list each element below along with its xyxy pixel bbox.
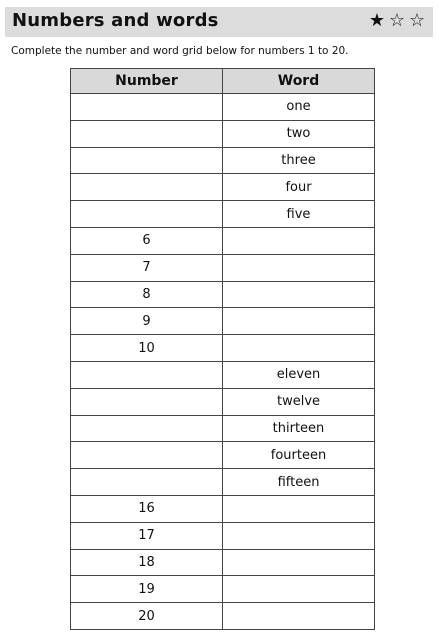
number-cell: 19 xyxy=(71,576,223,603)
word-cell: five xyxy=(223,201,375,228)
star-outline-icon: ☆ xyxy=(388,10,406,31)
number-cell: 6 xyxy=(71,227,223,254)
number-cell[interactable] xyxy=(71,415,223,442)
table-row xyxy=(71,361,375,388)
table-row xyxy=(71,308,375,335)
word-cell[interactable] xyxy=(223,227,375,254)
word-cell: two xyxy=(223,120,375,147)
table-row xyxy=(71,469,375,496)
number-cell: 7 xyxy=(71,254,223,281)
number-cell[interactable] xyxy=(71,147,223,174)
table-row xyxy=(71,442,375,469)
word-cell[interactable] xyxy=(223,522,375,549)
number-cell: 16 xyxy=(71,495,223,522)
table-row xyxy=(71,94,375,121)
table-row xyxy=(71,254,375,281)
word-cell[interactable] xyxy=(223,495,375,522)
word-cell[interactable] xyxy=(223,576,375,603)
number-cell: 8 xyxy=(71,281,223,308)
number-cell: 17 xyxy=(71,522,223,549)
word-cell: fifteen xyxy=(223,469,375,496)
table-header-row xyxy=(71,69,375,94)
table-row xyxy=(71,603,375,630)
word-cell[interactable] xyxy=(223,603,375,630)
word-cell[interactable] xyxy=(223,308,375,335)
word-cell[interactable] xyxy=(223,549,375,576)
table-row xyxy=(71,522,375,549)
number-cell[interactable] xyxy=(71,361,223,388)
number-cell[interactable] xyxy=(71,388,223,415)
word-cell: four xyxy=(223,174,375,201)
column-header-word: Word xyxy=(223,69,375,94)
number-cell: 10 xyxy=(71,335,223,362)
number-cell[interactable] xyxy=(71,201,223,228)
table-row xyxy=(71,174,375,201)
number-cell[interactable] xyxy=(71,94,223,121)
word-cell: fourteen xyxy=(223,442,375,469)
difficulty-stars xyxy=(367,10,427,32)
number-cell[interactable] xyxy=(71,442,223,469)
table-row xyxy=(71,335,375,362)
word-cell: thirteen xyxy=(223,415,375,442)
number-cell[interactable] xyxy=(71,174,223,201)
word-cell[interactable] xyxy=(223,281,375,308)
table-row xyxy=(71,576,375,603)
number-cell[interactable] xyxy=(71,120,223,147)
word-cell: twelve xyxy=(223,388,375,415)
number-cell[interactable] xyxy=(71,469,223,496)
table-row xyxy=(71,227,375,254)
table-row xyxy=(71,281,375,308)
number-cell: 9 xyxy=(71,308,223,335)
number-cell: 20 xyxy=(71,603,223,630)
column-header-number: Number xyxy=(71,69,223,94)
word-cell: one xyxy=(223,94,375,121)
table-row xyxy=(71,201,375,228)
word-cell: three xyxy=(223,147,375,174)
table-row xyxy=(71,120,375,147)
number-cell: 18 xyxy=(71,549,223,576)
page-title: Numbers and words xyxy=(12,10,219,31)
table-row xyxy=(71,388,375,415)
table-row xyxy=(71,415,375,442)
word-cell[interactable] xyxy=(223,254,375,281)
table-row xyxy=(71,147,375,174)
title-bar xyxy=(5,7,433,37)
table-row xyxy=(71,495,375,522)
word-cell: eleven xyxy=(223,361,375,388)
word-cell[interactable] xyxy=(223,335,375,362)
star-filled-icon: ★ xyxy=(368,10,386,31)
table-row xyxy=(71,549,375,576)
star-outline-icon: ☆ xyxy=(408,10,426,31)
instruction-text: Complete the number and word grid below for numbers 1 to 20. xyxy=(11,45,349,57)
number-word-grid xyxy=(70,68,375,630)
